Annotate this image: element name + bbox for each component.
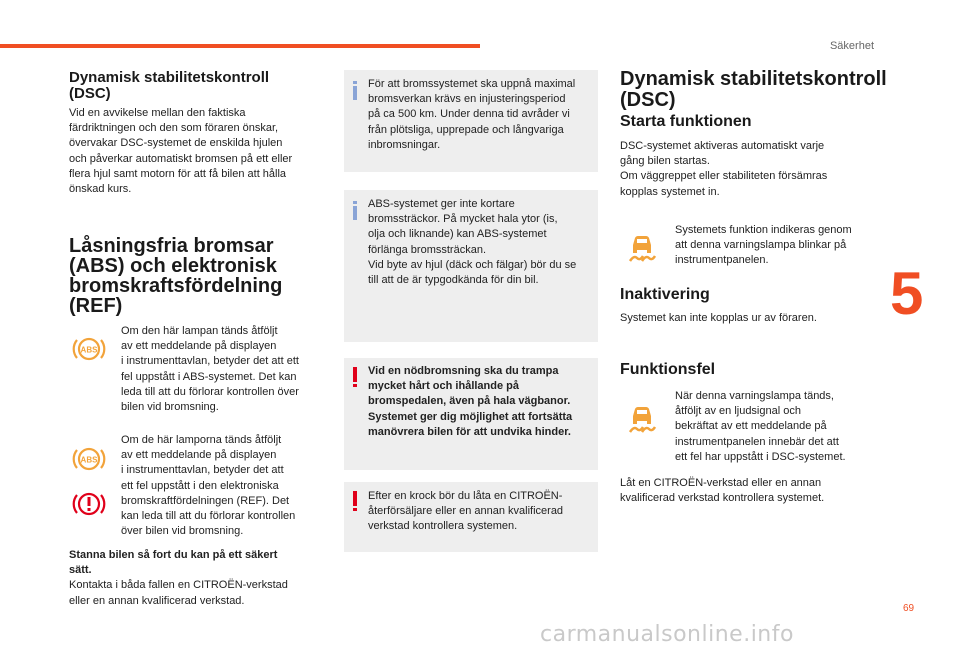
text-line: bromskraftfördelningen (REF). Det [121, 494, 290, 507]
ref-lamp-text [121, 433, 326, 539]
text-line: bekräftat av ett meddelande på [675, 420, 827, 433]
warning-box-crash [344, 482, 598, 552]
dsc-heading-line2: (DSC) [69, 85, 111, 102]
text-line: Systemets funktion indikeras genom [675, 224, 852, 236]
dsc-heading-line1: Dynamisk stabilitetskontroll [69, 69, 270, 86]
text-line: leda till att du förlorar kontrollen över [121, 385, 299, 398]
text-line: Vid byte av hjul (däck och fälgar) bör du se [368, 258, 577, 271]
watermark: carmanualsonline.info [540, 622, 794, 647]
dsc-body [69, 106, 324, 197]
abs-warning-lamp-icon [70, 444, 108, 474]
text-line: Vid en nödbromsning ska du trampa [368, 365, 559, 377]
dsc-heading-line1: Dynamisk stabilitetskontroll [620, 68, 887, 90]
text-line: För att bromssystemet ska uppnå maximal [368, 78, 576, 90]
text-line: till att de är typgodkända för din bil. [368, 274, 539, 287]
text-line: verkstad kontrollera systemen. [368, 520, 518, 533]
text-line: ABS-systemet ger inte kortare [368, 198, 515, 210]
dsc-heading-line2: (DSC) [620, 89, 676, 111]
text-line: instrumentpanelen. [675, 254, 769, 267]
text-line: mycket hårt och ihållande på [368, 380, 519, 393]
chapter-number: 5 [890, 260, 924, 327]
abs-heading [69, 236, 282, 316]
text-line: Systemet kan inte kopplas ur av föraren. [620, 312, 817, 324]
info-box-breakin [344, 70, 598, 172]
text-line: och påverkar automatiskt bromsen på ett eller [69, 152, 293, 165]
text-line: När denna varningslampa tänds, [675, 390, 834, 402]
text-line: Om väggreppet eller stabiliteten försämras [620, 170, 828, 183]
ref-lamp-label: ABS [80, 455, 98, 465]
text-line: kan leda till att du förlorar kontrollen [121, 510, 296, 523]
dsc-heading-col3 [620, 69, 887, 111]
text-line: inbromsningar. [368, 138, 441, 151]
text-line: återförsäljare eller en annan kvalificerad [368, 505, 564, 518]
text-line: på ca 500 km. Under denna tid avråder vi [368, 108, 570, 121]
deactivation-heading: Inaktivering [620, 286, 710, 303]
header-accent-bar [0, 44, 480, 48]
text-line: förlänga bromssträckan. [368, 243, 486, 256]
abs-heading-line: Låsningsfria bromsar [69, 235, 274, 257]
warning-icon [353, 491, 357, 511]
section-title: Säkerhet [829, 40, 874, 52]
text-line: kvalificerad verkstad kontrollera systemet. [620, 492, 825, 505]
text-line: Vid en avvikelse mellan den faktiska [69, 107, 246, 119]
text-line: Stanna bilen så fort du kan på ett säkert [69, 549, 278, 561]
text-line: av ett meddelande på displayen [121, 340, 277, 353]
abs-heading-line: (REF) [69, 295, 123, 317]
abs-lamp-label: ABS [80, 345, 98, 355]
start-text [620, 139, 870, 200]
text-line: eller en annan kvalificerad verkstad. [69, 594, 245, 607]
fault-heading: Funktionsfel [620, 361, 716, 378]
text-line: DSC-systemet aktiveras automatiskt varje [620, 140, 825, 152]
deactivation-text [620, 311, 870, 326]
text-line: övervakar DSC-systemet de enskilda hjulen [69, 137, 283, 150]
text-line: Kontakta i båda fallen en CITROËN-verkstad [69, 579, 288, 592]
abs-heading-line: (ABS) och elektronisk [69, 255, 277, 277]
abs-warning-lamp-icon [70, 334, 108, 364]
text-line: Om de här lamporna tänds åtföljt [121, 434, 282, 446]
start-lamp-text [675, 223, 875, 269]
text-line: gång bilen startas. [620, 155, 710, 168]
warning-icon [353, 367, 357, 387]
dsc-heading-col1 [69, 70, 269, 102]
text-line: över bilen vid bromsning. [121, 525, 244, 538]
text-line: färdriktningen och den som föraren önskar, [69, 122, 279, 135]
info-icon [353, 201, 357, 220]
text-line: bromspedalen, även på hala vägbanor. [368, 395, 571, 408]
dsc-skid-lamp-icon [624, 229, 660, 263]
fault-lamp-text [675, 389, 875, 465]
text-line: från plötsliga, upprepade och långvariga [368, 123, 564, 136]
fault-text [620, 476, 870, 506]
text-line: i instrumenttavlan, betyder det att [121, 464, 284, 477]
warning-box-emergency-brake [344, 358, 598, 470]
start-heading: Starta funktionen [620, 113, 752, 130]
text-line: sätt. [69, 564, 92, 577]
text-line: av ett meddelande på displayen [121, 449, 277, 462]
stop-advice [69, 548, 329, 609]
page-number: 69 [903, 603, 915, 614]
abs-heading-line: bromskraftsfördelning [69, 275, 283, 297]
text-line: Efter en krock bör du låta en CITROËN- [368, 490, 563, 502]
brake-warning-lamp-icon [72, 489, 106, 519]
text-line: manövrera bilen för att undvika hinder. [368, 425, 571, 438]
text-line: i instrumenttavlan, betyder det att ett [121, 355, 299, 368]
text-line: olja och liknande) kan ABS-systemet [368, 228, 547, 241]
text-line: Om den här lampan tänds åtföljt [121, 325, 278, 337]
text-line: åtföljt av en ljudsignal och [675, 405, 801, 418]
text-line: ett fel uppstått i den elektroniska [121, 479, 279, 492]
abs-lamp-text [121, 324, 326, 415]
text-line: bromssträckor. På mycket hala ytor (is, [368, 213, 558, 226]
text-line: önskad kurs. [69, 183, 132, 196]
text-line: instrumentpanelen innebär det att [675, 435, 839, 448]
text-line: Systemet ger dig möjlighet att fortsätta [368, 410, 573, 423]
text-line: bilen vid bromsning. [121, 401, 219, 414]
text-line: Låt en CITROËN-verkstad eller en annan [620, 477, 822, 489]
dsc-fault-lamp-icon [624, 400, 660, 434]
text-line: flera hjul samt motorn för att få bilen att hålla [69, 167, 287, 180]
text-line: bromsverkan krävs en injusteringsperiod [368, 93, 566, 106]
info-icon [353, 81, 357, 100]
text-line: att denna varningslampa blinkar på [675, 239, 847, 252]
info-box-abs [344, 190, 598, 342]
text-line: kopplas systemet in. [620, 185, 720, 198]
text-line: fel uppstått i ABS-systemet. Det kan [121, 370, 297, 383]
text-line: ett fel har uppstått i DSC-systemet. [675, 450, 846, 463]
